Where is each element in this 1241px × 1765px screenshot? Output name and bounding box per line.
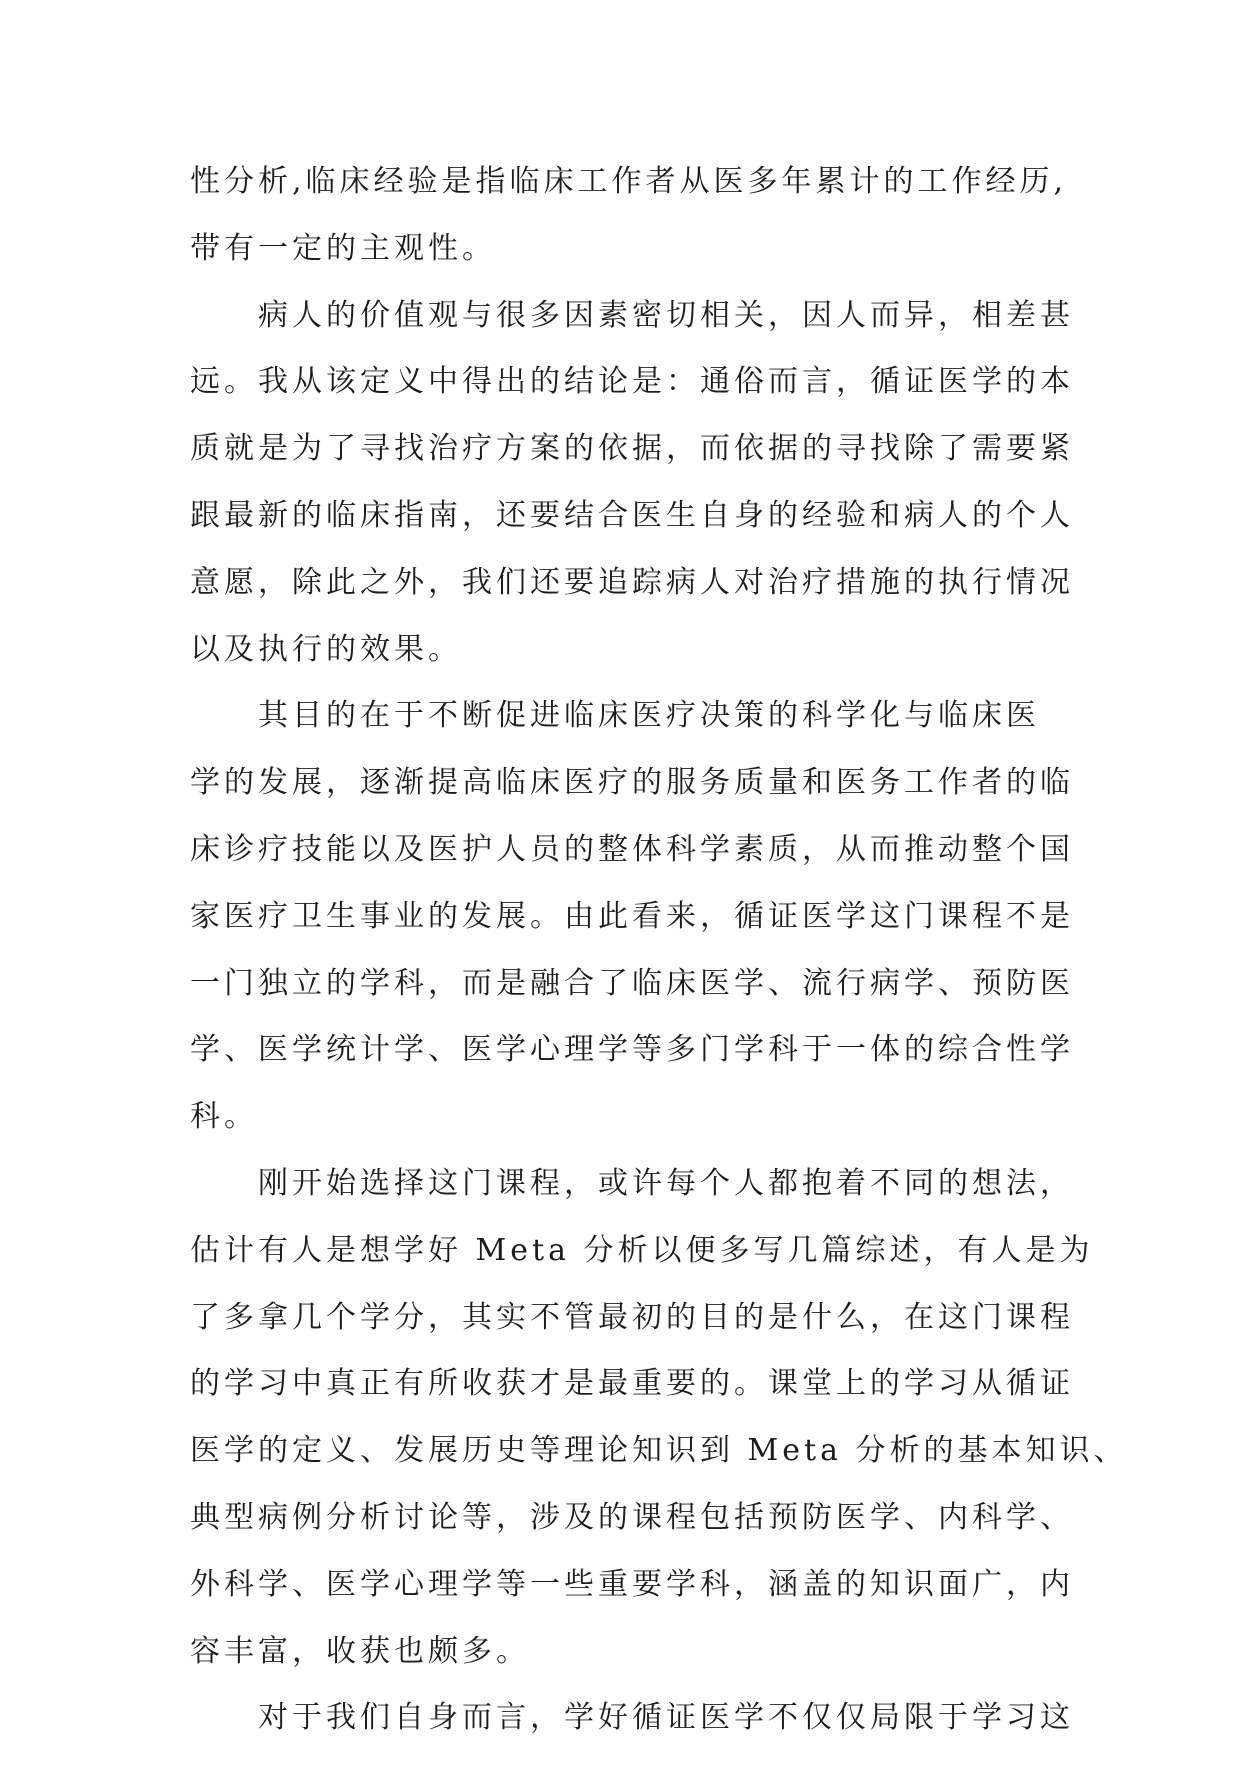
text-line: 估计有人是想学好 Meta 分析以便多写几篇综述，有人是为 [190, 1232, 1094, 1268]
text-line: 带有一定的主观性。 [190, 230, 496, 266]
text-line: 以及执行的效果。 [190, 631, 462, 667]
text-line: 意愿，除此之外，我们还要追踪病人对治疗措施的执行情况 [190, 564, 1074, 600]
text-line: 的学习中真正有所收获才是最重要的。课堂上的学习从循证 [190, 1366, 1074, 1402]
text-line: 家医疗卫生事业的发展。由此看来，循证医学这门课程不是 [190, 898, 1074, 934]
text-line: 学、医学统计学、医学心理学等多门学科于一体的综合性学 [190, 1032, 1074, 1068]
paragraph-start-line: 对于我们自身而言，学好循证医学不仅仅局限于学习这 [258, 1700, 1074, 1736]
paragraph-start-line: 刚开始选择这门课程，或许每个人都抱着不同的想法， [258, 1165, 1074, 1201]
text-line: 远。我从该定义中得出的结论是：通俗而言，循证医学的本 [190, 364, 1074, 400]
paragraph-start-line: 其目的在于不断促进临床医疗决策的科学化与临床医 [258, 698, 1040, 734]
text-line: 性分析,临床经验是指临床工作者从医多年累计的工作经历, [190, 164, 1068, 199]
text-line: 医学的定义、发展历史等理论知识到 Meta 分析的基本知识、 [190, 1433, 1128, 1469]
text-line: 容丰富，收获也颇多。 [190, 1633, 530, 1669]
text-line: 一门独立的学科，而是融合了临床医学、流行病学、预防医 [190, 965, 1074, 1001]
paragraph-start-line: 病人的价值观与很多因素密切相关，因人而异，相差甚 [258, 297, 1074, 333]
text-line: 跟最新的临床指南，还要结合医生自身的经验和病人的个人 [190, 497, 1074, 533]
text-line: 了多拿几个学分，其实不管最初的目的是什么，在这门课程 [190, 1299, 1074, 1335]
text-line: 床诊疗技能以及医护人员的整体科学素质，从而推动整个国 [190, 831, 1074, 867]
text-line: 典型病例分析讨论等，涉及的课程包括预防医学、内科学、 [190, 1499, 1074, 1535]
text-line: 外科学、医学心理学等一些重要学科，涵盖的知识面广，内 [190, 1566, 1074, 1602]
text-line: 学的发展，逐渐提高临床医疗的服务质量和医务工作者的临 [190, 765, 1074, 801]
text-line: 质就是为了寻找治疗方案的依据，而依据的寻找除了需要紧 [190, 431, 1074, 467]
document-body [190, 162, 1128, 1765]
text-line: 科。 [190, 1099, 258, 1135]
